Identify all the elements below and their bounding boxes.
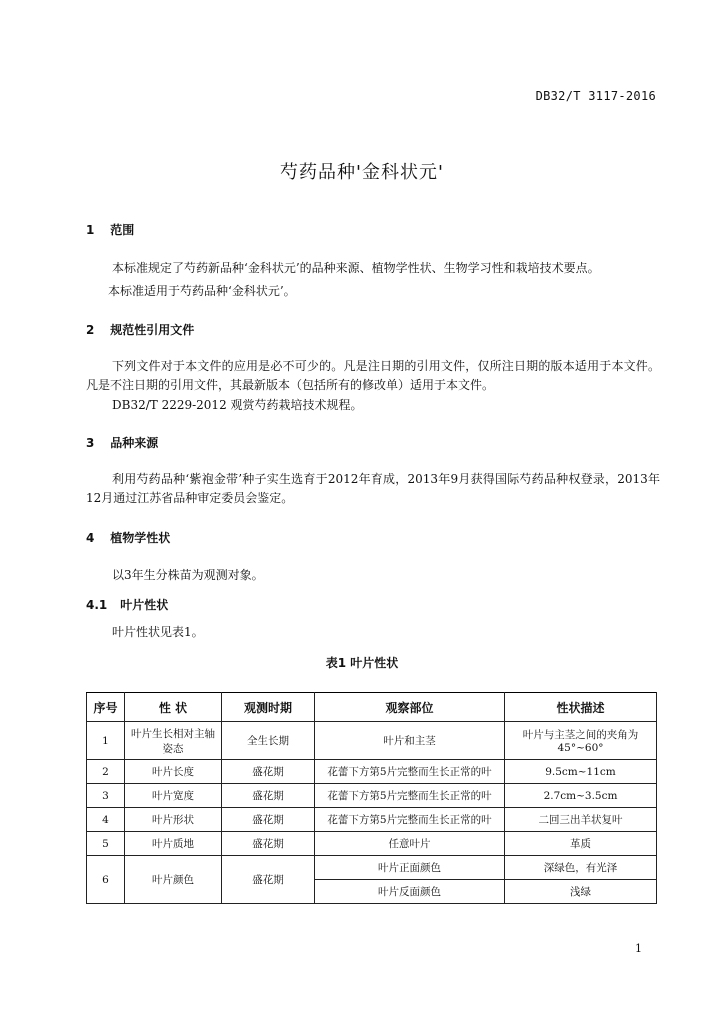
section-2-para-1: 下列文件对于本文件的应用是必不可少的。凡是注日期的引用文件，仅所注日期的版本适用于本文件。凡是不注日期的引用文件，其最新版本（包括所有的修改单）适用于本文件。 <box>86 359 660 392</box>
section-4-1-para-1: 叶片性状见表1。 <box>112 625 204 639</box>
cell-description: 浅绿 <box>505 880 657 904</box>
table-row <box>87 722 657 760</box>
section-4-heading <box>86 529 170 546</box>
table-row <box>87 760 657 784</box>
cell-part: 任意叶片 <box>315 832 505 856</box>
cell-description: 2.7cm~3.5cm <box>505 784 657 808</box>
cell-description: 叶片与主茎之间的夹角为45°~60° <box>505 722 657 760</box>
section-title: 品种来源 <box>110 436 159 450</box>
section-4-1-heading <box>86 596 168 613</box>
section-number: 4.1 <box>86 598 108 612</box>
cell-index: 3 <box>87 784 125 808</box>
cell-period: 全生长期 <box>222 722 315 760</box>
cell-part: 花蕾下方第5片完整而生长正常的叶 <box>315 808 505 832</box>
cell-period: 盛花期 <box>222 760 315 784</box>
cell-trait: 叶片宽度 <box>125 784 222 808</box>
section-title: 植物学性状 <box>110 531 171 545</box>
header-trait: 性 状 <box>125 693 222 722</box>
cell-trait: 叶片生长相对主轴姿态 <box>125 722 222 760</box>
cell-period: 盛花期 <box>222 856 315 904</box>
section-1-heading <box>86 221 134 238</box>
cell-index: 1 <box>87 722 125 760</box>
page-number: 1 <box>635 942 642 955</box>
header-index: 序号 <box>87 693 125 722</box>
cell-trait: 叶片形状 <box>125 808 222 832</box>
table-header-row <box>87 693 657 722</box>
cell-period: 盛花期 <box>222 832 315 856</box>
cell-part: 花蕾下方第5片完整而生长正常的叶 <box>315 784 505 808</box>
header-code: DB32/T 3117-2016 <box>535 89 656 103</box>
cell-index: 5 <box>87 832 125 856</box>
section-3-para-1: 利用芍药品种‘紫袍金带’种子实生选育于2012年育成，2013年9月获得国际芍药品种权登录，2013年12月通过江苏省品种审定委员会鉴定。 <box>86 472 660 505</box>
cell-part: 花蕾下方第5片完整而生长正常的叶 <box>315 760 505 784</box>
cell-description: 深绿色，有光泽 <box>505 856 657 880</box>
cell-period: 盛花期 <box>222 808 315 832</box>
cell-description: 二回三出羊状复叶 <box>505 808 657 832</box>
section-number: 1 <box>86 223 95 237</box>
cell-index: 6 <box>87 856 125 904</box>
table-row <box>87 856 657 880</box>
cell-part: 叶片正面颜色 <box>315 856 505 880</box>
section-number: 4 <box>86 531 95 545</box>
cell-description: 9.5cm~11cm <box>505 760 657 784</box>
table-row <box>87 784 657 808</box>
leaf-traits-table <box>86 692 657 904</box>
cell-period: 盛花期 <box>222 784 315 808</box>
cell-part: 叶片和主茎 <box>315 722 505 760</box>
cell-index: 2 <box>87 760 125 784</box>
section-number: 3 <box>86 436 95 450</box>
header-description: 性状描述 <box>505 693 657 722</box>
section-2-para-2: DB32/T 2229-2012 观赏芍药栽培技术规程。 <box>112 398 363 412</box>
section-number: 2 <box>86 323 95 337</box>
section-title: 规范性引用文件 <box>110 323 195 337</box>
section-2-heading <box>86 321 194 338</box>
header-part: 观察部位 <box>315 693 505 722</box>
table-row <box>87 808 657 832</box>
cell-index: 4 <box>87 808 125 832</box>
section-title: 范围 <box>110 223 135 237</box>
cell-part: 叶片反面颜色 <box>315 880 505 904</box>
section-4-para-1: 以3年生分株苗为观测对象。 <box>112 568 264 582</box>
table-caption: 表1 叶片性状 <box>325 656 399 670</box>
cell-trait: 叶片质地 <box>125 832 222 856</box>
cell-trait: 叶片长度 <box>125 760 222 784</box>
cell-trait: 叶片颜色 <box>125 856 222 904</box>
table-row <box>87 832 657 856</box>
section-3-heading <box>86 434 158 451</box>
section-1-para-1: 本标准规定了芍药新品种‘金科状元’的品种来源、植物学性状、生物学习性和栽培技术要点。 <box>112 261 600 275</box>
section-1-para-2: 本标准适用于芍药品种‘金科状元’。 <box>108 284 296 298</box>
section-title: 叶片性状 <box>120 598 169 612</box>
cell-description: 革质 <box>505 832 657 856</box>
document-title: 芍药品种'金科状元' <box>280 162 444 183</box>
header-period: 观测时期 <box>222 693 315 722</box>
